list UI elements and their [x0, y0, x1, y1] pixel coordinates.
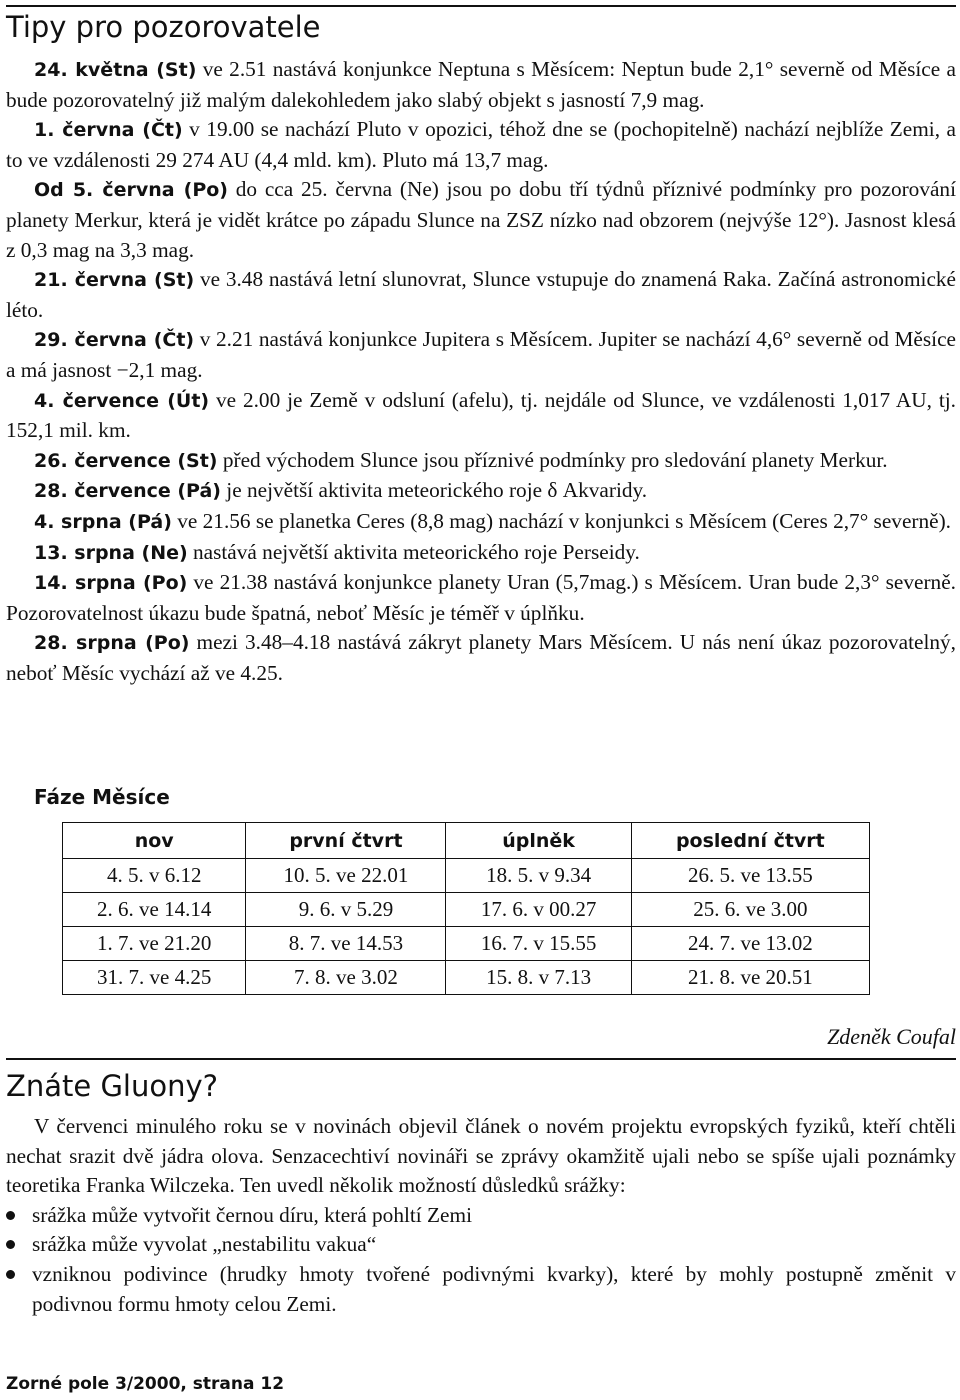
- tip-text: ve 21.56 se planetka Ceres (8,8 mag) nachází v konjunkci s Měsícem (Ceres 2,7° severně).: [171, 508, 951, 533]
- table-cell: 7. 8. ve 3.02: [246, 961, 446, 995]
- tip-entry: [6, 325, 956, 385]
- column-header: úplněk: [446, 823, 631, 859]
- tip-entry: [6, 538, 956, 569]
- table-header-row: [63, 823, 870, 859]
- tip-text: ve 2.51 nastává konjunkce Neptuna s Měsícem: Neptun bude 2,1° severně od Měsíce a bude pozorovatelný již malým dalekohledem jako slabý objekt s jasností 7,9 mag.: [6, 57, 956, 112]
- list-item-text: srážka může vytvořit černou díru, která pohltí Zemi: [32, 1202, 472, 1227]
- article-paragraph: V červenci minulého roku se v novinách objevil článek o novém projektu evropských fyziků, kteří chtěli nechat srazit dvě jádra olova. Senzacechtiví novináři se zprávy okamžitě ujali nebo se spíše ujali poznámky teoretika Franka Wilczeka. Ten uvedl několik možností důsledků srážky:: [6, 1114, 956, 1198]
- column-header: první čtvrt: [246, 823, 446, 859]
- tip-entry: [6, 568, 956, 628]
- table-cell: 18. 5. v 9.34: [446, 859, 631, 893]
- tip-date: 4. července (Út): [34, 389, 210, 412]
- moon-phases-heading: Fáze Měsíce: [34, 785, 170, 809]
- tip-entry: [6, 55, 956, 115]
- page-footer: Zorné pole 3/2000, strana 12: [6, 1374, 285, 1394]
- table-cell: 1. 7. ve 21.20: [63, 927, 246, 961]
- table-cell: 2. 6. ve 14.14: [63, 893, 246, 927]
- table-cell: 24. 7. ve 13.02: [631, 927, 869, 961]
- tip-text: je největší aktivita meteorického roje δ Akvaridy.: [220, 478, 648, 503]
- bullet-icon: [6, 1240, 15, 1249]
- table-cell: 21. 8. ve 20.51: [631, 961, 869, 995]
- table-row: [63, 893, 870, 927]
- list-item: [6, 1201, 956, 1231]
- tip-text: mezi 3.48–4.18 nastává zákryt planety Mars Měsícem. U nás není úkaz pozorovatelný, neboť Měsíc vychází až ve 4.25.: [6, 630, 956, 685]
- tip-entry: [6, 265, 956, 325]
- section-title-gluony: Znáte Gluony?: [6, 1069, 219, 1103]
- table-cell: 26. 5. ve 13.55: [631, 859, 869, 893]
- tip-date: 28. července (Pá): [34, 480, 221, 503]
- tip-entry: [6, 476, 956, 507]
- tip-entry: [6, 386, 956, 446]
- tip-text: ve 3.48 nastává letní slunovrat, Slunce vstupuje do znamená Raka. Začíná astronomické léto.: [6, 267, 957, 322]
- table-cell: 16. 7. v 15.55: [446, 927, 631, 961]
- tip-date: 28. srpna (Po): [34, 632, 190, 655]
- table-cell: 25. 6. ve 3.00: [631, 893, 869, 927]
- tip-date: 26. července (St): [34, 449, 218, 472]
- tip-text: do cca 25. června (Ne) jsou po dobu tří týdnů příznivé podmínky pro pozorování planety Merkur, která je vidět krátce po západu Slunce na ZSZ nízko nad obzorem (nejvýše 12°). Jasnost klesá z 0,3 mag na 3,3 mag.: [6, 177, 957, 262]
- table-row: [63, 961, 870, 995]
- tip-entry: [6, 628, 956, 688]
- tip-entry: [6, 175, 956, 265]
- tip-text: nastává největší aktivita meteorického roje Perseidy.: [187, 539, 640, 564]
- tip-text: v 19.00 se nachází Pluto v opozici, téhož dne se (pochopitelně) nachází nejblíže Zemi, a to ve vzdálenosti 29 274 AU (4,4 mld. km). Pluto má 13,7 mag.: [6, 117, 956, 172]
- bullet-icon: [6, 1211, 15, 1220]
- tip-text: před východem Slunce jsou příznivé podmínky pro sledování planety Merkur.: [217, 447, 888, 472]
- list-item: [6, 1260, 956, 1319]
- table-cell: 4. 5. v 6.12: [63, 859, 246, 893]
- list-item: [6, 1230, 956, 1260]
- table-cell: 8. 7. ve 14.53: [246, 927, 446, 961]
- tip-entry: [6, 446, 956, 477]
- table-row: [63, 927, 870, 961]
- moon-phases-table: [62, 822, 870, 995]
- tip-date: 29. června (Čt): [34, 329, 195, 352]
- tip-entry: [6, 507, 956, 538]
- section-title-tipy: Tipy pro pozorovatele: [6, 10, 321, 44]
- tip-date: 14. srpna (Po): [34, 572, 188, 595]
- section-divider: [6, 1058, 956, 1060]
- tip-date: Od 5. června (Po): [34, 179, 228, 202]
- top-rule: [6, 5, 956, 7]
- tip-date: 1. června (Čt): [34, 119, 183, 142]
- tip-entry: [6, 115, 956, 175]
- tip-date: 13. srpna (Ne): [34, 541, 188, 564]
- column-header: nov: [63, 823, 246, 859]
- table-cell: 17. 6. v 00.27: [446, 893, 631, 927]
- table-cell: 15. 8. v 7.13: [446, 961, 631, 995]
- tip-date: 4. srpna (Pá): [34, 510, 172, 533]
- list-item-text: vzniknou podivince (hrudky hmoty tvořené podivnými kvarky), které by mohly postupně změnit v podivnou formu hmoty celou Zemi.: [32, 1261, 956, 1316]
- bullet-list: [6, 1201, 956, 1319]
- table-row: [63, 859, 870, 893]
- tip-text: ve 21.38 nastává konjunkce planety Uran (5,7mag.) s Měsícem. Uran bude 2,3° severně. Pozorovatelnost úkazu bude špatná, neboť Měsíc je téměř v úplňku.: [6, 570, 956, 625]
- tip-text: ve 2.00 je Země v odsluní (afelu), tj. nejdále od Slunce, ve vzdálenosti 1,017 AU, tj. 152,1 mil. km.: [6, 387, 956, 443]
- table-cell: 9. 6. v 5.29: [246, 893, 446, 927]
- tip-text: v 2.21 nastává konjunkce Jupitera s Měsícem. Jupiter se nachází 4,6° severně od Měsíce a má jasnost −2,1 mag.: [6, 327, 956, 382]
- list-item-text: srážka může vyvolat „nestabilitu vakua“: [32, 1232, 377, 1257]
- bullet-icon: [6, 1270, 15, 1279]
- author-signature: Zdeněk Coufal: [827, 1024, 956, 1049]
- article-body: [6, 1112, 956, 1319]
- tip-date: 21. června (St): [34, 269, 195, 292]
- tip-date: 24. května (St): [34, 59, 197, 81]
- table-cell: 10. 5. ve 22.01: [246, 859, 446, 893]
- column-header: poslední čtvrt: [631, 823, 869, 859]
- table-cell: 31. 7. ve 4.25: [63, 961, 246, 995]
- tips-list: [6, 55, 956, 688]
